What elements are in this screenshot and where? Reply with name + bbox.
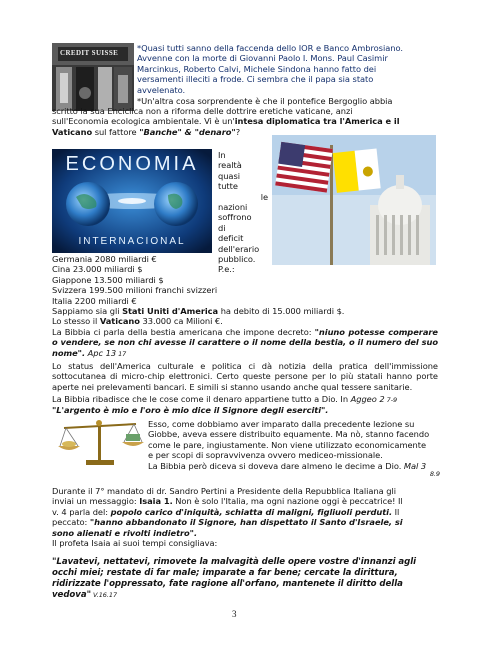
side-word: dell'erario [218,243,260,254]
text-span: La Bibbia ci parla della bestia americana che impone decreto: [52,327,315,337]
text-line: Durante il 7° mandato di dr. Sandro Pertini a Presidente della Repubblica Italiana gli [52,486,397,496]
text-line [52,507,452,517]
text-line: Avvenne con la morte di Giovanni Paolo I. Mons. Paul Casimir [137,53,388,64]
quote-line: "Lavatevi, nettatevi, rimovete la malvagità delle opere vostre d'innanzi agli [52,557,417,567]
vatican-debt-line [52,316,352,326]
paragraph-bergoglio-cont [52,106,442,137]
emphasis: "Banche" & "denaro" [139,126,236,137]
emphasis: intesa diplomatica tra l'America e il [234,116,400,127]
banner-title: ECONOMIA [65,153,199,175]
text-line: Giobbe, aveva essere distribuito equamente. Ma nò, stanno facendo [148,429,430,440]
quote-line [52,590,452,601]
text-line [52,394,452,405]
balance-scale-money-image [56,418,144,468]
emphasis: Isaia 1. [139,496,173,507]
text-span: ? [235,126,241,137]
text-line: *Un'altra cosa sorprendente è che il pontefice Bergoglio abbia [137,96,393,106]
text-line: versamenti illeciti a frode. Ci sembra che il papa sia stato [137,74,374,85]
text-block: Lo status dell'America culturale e politica ci dà notizia della pratica dell'immissione sottocutanea di micro-chip elettronici. Certo queste persone per lo più statali hanno porte aperte nei prelevamenti bancari. E simili si stanno usando anche qual tessere sanitarie. [52,361,438,392]
paragraph-microchip [52,361,438,392]
text-line: avvelenato. [137,84,186,95]
text-span: v. 4 parla del: [52,506,111,517]
side-word: realtà [218,160,242,171]
final-bible-quote [52,557,452,601]
debt-item: Cina 23.000 miliardi $ [52,264,143,275]
emphasis: Stati Uniti d'America [122,306,219,317]
credit-suisse-building-photo [52,43,134,111]
usa-debt-line [52,306,352,316]
text-span: 33.000 ca Milioni €. [139,316,223,327]
paragraph-bergoglio [137,96,437,106]
bible-quote: popolo carico d'iniquità, schiatta di maligni, figliuoli perduti. [110,506,393,517]
text-span: Il [392,506,400,517]
text-span: Lo stesso il [52,316,100,327]
text-span: sull'Economia ecologica ambientale. Vi è un' [52,116,235,127]
debts-list [52,254,352,327]
debt-item: Italia 2200 miliardi € [52,295,137,306]
text-line: scritto la sua Enciclica non a riforma delle dottrire eretiche vaticane, anzi [52,106,353,116]
debt-item: Svizzera 199.500 milioni franchi svizzeri [52,285,218,296]
emphasis: Vaticano [99,316,140,327]
text-span: ha debito di 15.000 miliardi $. [218,306,345,317]
text-line: *Quasi tutti sanno della faccenda dello IOR e Banco Ambrosiano. [137,43,403,53]
bible-quote: "niuno potesse comperare o vendere, se non chi avesse il carattere o il nome della bestia, o il numero del suo nome". [52,327,438,358]
paragraph-giobbe [148,419,448,478]
page-number: 3 [232,609,237,619]
bible-ref-num: 17 [116,349,127,358]
text-line: Il profeta Isaia ai suoi tempi consigliava: [52,538,218,549]
text-span: peccato: [52,517,90,528]
side-word: pubblico. [218,254,256,265]
paragraph-pertini [52,486,452,548]
bible-ref-num: 8.9 [429,470,440,479]
paragraph-bestia [52,327,438,359]
side-word: le [260,191,268,202]
text-span: La Bibbia ribadisce che le cose come il denaro appartiene tutto a Dio. In [52,394,351,404]
bible-quote: sono alienati e rivolti indietro". [52,527,198,538]
bible-ref: Aggeo 2 [350,394,385,404]
quote-line: occhi miei; restate di far male; imparate a far bene; cercate la dirittura, [52,568,398,578]
debt-item: Giappone 13.500 miliardi $ [52,274,164,285]
side-word: In [218,150,226,160]
bible-ref-num: 7-9 [384,396,398,404]
side-word: quasi [218,170,240,181]
text-span: Non è solo l'Italia, ma ogni nazione oggi è peccatrice! Il [172,496,403,507]
side-word: P.e.: [218,264,235,275]
text-line: e per scopi di sopravvivenza ovvero mediceo-missionale. [148,450,383,461]
quote-text: vedova" [52,590,92,600]
text-line: Esso, come dobbiamo aver imparato dalla precedente lezione su [148,419,415,429]
text-span: inviai un messaggio: [52,496,140,507]
quote-line: ridirizzate l'oppressato, fate ragione all'orfano, mantenete il diritto della [52,579,403,589]
text-line [52,496,452,506]
bible-ref: Mal 3 [403,460,427,471]
emphasis: Vaticano [52,126,93,137]
side-word: soffrono [218,212,252,223]
bible-quote: "L'argento è mio e l'oro è mio dice il Signore degli eserciti". [52,405,329,416]
flags-capitol-photo [272,135,436,265]
paragraph-aggeo [52,394,452,416]
text-span: La Bibbia però diceva si doveva dare almeno le decime a Dio. [148,460,404,471]
bible-quote: "hanno abbandonato il Signore, han dispettato il Santo d'Israele, si [89,517,403,528]
text-line: come le pare, ingiustamente. Non viene utilizzato economicamente [148,439,426,450]
text-line [148,461,448,471]
text-line [52,116,442,126]
text-line [52,327,438,359]
text-line [52,517,452,527]
credit-suisse-logo: CREDIT SUISSE [60,49,119,57]
bible-ref: Apc 13 [85,347,117,358]
bible-ref: V.16.17 [91,591,118,599]
text-span: sul fattore [92,126,140,137]
text-line: Marcinkus, Roberto Calvi, Michele Sindona hanno fatto dei [137,63,377,74]
side-word: tutte [218,181,238,192]
side-word: deficit [218,233,244,244]
banner-subtitle: INTERNACIONAL [78,236,186,247]
text-span: Sappiamo sia gli [52,306,123,317]
side-word: nazioni [218,202,248,213]
side-word: di [218,222,226,233]
paragraph-ior [137,43,437,95]
debt-item: Germania 2080 miliardi € [52,254,157,264]
economia-internacional-banner [52,149,212,253]
